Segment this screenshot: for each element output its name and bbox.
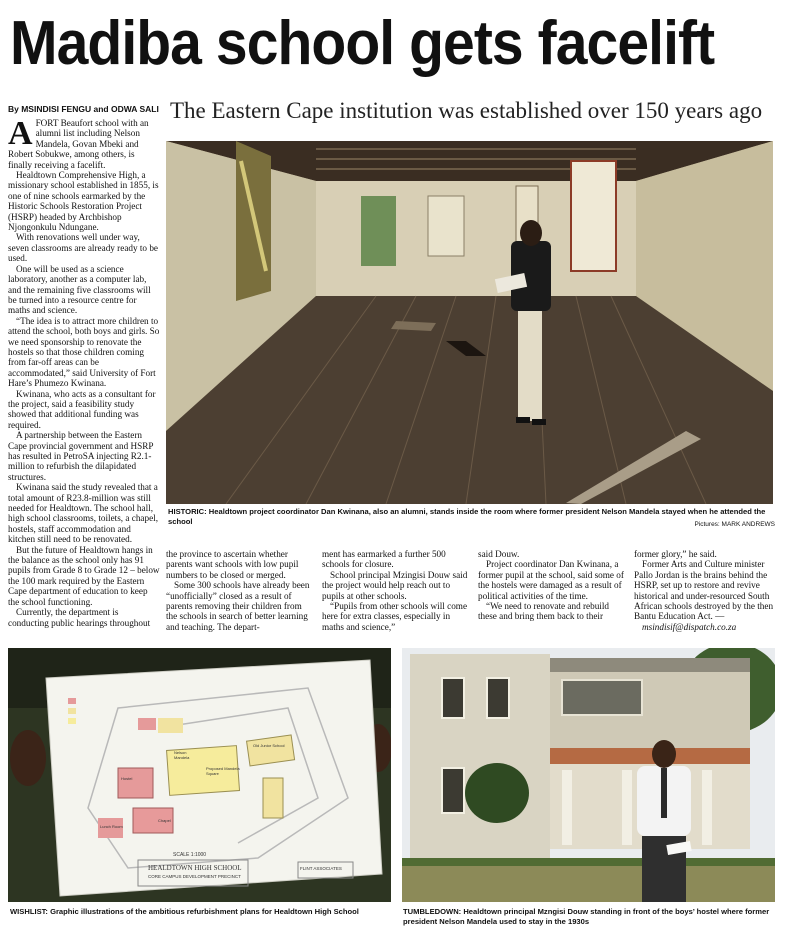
plan-label-lunch: Lunch Room (100, 824, 123, 829)
byline: By MSINDISI FENGU and ODWA SALI (8, 104, 159, 114)
article-paragraph: With renovations well under way, seven classrooms are already ready to be used. (8, 232, 158, 264)
article-paragraph: “The idea is to attract more children to attend the school, both boys and girls. So we need sponsorship to renovate the hostels so that those children coming from far-off areas can be accommodated,” said University of Fort Hare’s Phumezo Kwinana. (8, 315, 160, 389)
plan-label-mandela: Nelson Mandela (174, 750, 190, 760)
article-column-1 (8, 118, 160, 628)
article-paragraph: “We need to renovate and rebuild these and bring them back to their (478, 601, 609, 622)
article-paragraph: School principal Mzingisi Douw said the project would help reach out to pupils at other schools. (322, 569, 468, 601)
article-paragraph: Currently, the department is conducting public hearings throughout (8, 607, 151, 628)
article-paragraph: But the future of Healdtown hangs in the balance as the school only has 91 pupils from Grade 8 to Grade 12 – below the 100 mark required by the Eastern Cape department of education to keep the school functioning. (8, 544, 160, 607)
hostel-photo-tumbledown (402, 648, 775, 902)
drop-cap: A (8, 118, 33, 152)
plan-firm: FLINT ASSOCIATES (300, 866, 342, 871)
article-paragraph: the province to ascertain whether parents want schools with low pupil numbers to be closed or merged. (166, 549, 299, 580)
article-paragraph: Former Arts and Culture minister Pallo Jordan is the brains behind the HSRP, set up to restore and revive historical and under-resourced South African schools destroyed by the then Bantu Education Act. — (634, 559, 774, 622)
article-column-4 (478, 549, 626, 634)
plan-subtitle: CORE CAMPUS DEVELOPMENT PRECINCT (148, 874, 241, 879)
plan-scale: SCALE 1:1000 (173, 852, 207, 858)
article-paragraph: A partnership between the Eastern Cape provincial government and HSRP has resulted in PetroSA injecting R2.1-million to refurbish the dilapidated structures. (8, 430, 154, 482)
headline: Madiba school gets facelift (10, 9, 715, 78)
plan-title: HEALDTOWN HIGH SCHOOL (148, 864, 242, 872)
plan-photo-wishlist (8, 648, 391, 902)
photo-credit: Pictures: MARK ANDREWS (694, 521, 775, 528)
plan-label-junior: Old Junior School (253, 743, 285, 748)
article-column-3 (322, 549, 470, 634)
article-paragraph: One will be used as a science laboratory, another as a computer lab, and the remaining five classrooms will be turned into a resource centre for maths and science. (8, 263, 151, 316)
plan-label-hostel: Hostel (121, 776, 133, 781)
article-paragraph: Project coordinator Dan Kwinana, a former pupil at the school, said some of the hostels were damaged as a result of political activities of the time. (478, 559, 624, 601)
article-paragraph: said Douw. (478, 549, 520, 559)
article-paragraph: Kwinana, who acts as a consultant for the project, said a feasibility study showed that additional funding was required. (8, 388, 156, 430)
article-paragraph: former glory,” he said. (634, 549, 717, 559)
room-illustration (166, 141, 773, 504)
article-paragraph: ment has earmarked a further 500 schools for closure. (322, 549, 446, 570)
subheadline: The Eastern Cape institution was established over 150 years ago (170, 98, 763, 123)
column-1-paragraphs (8, 118, 160, 628)
article-column-5 (634, 549, 782, 634)
article-paragraph: msindisif@dispatch.co.za (642, 621, 737, 632)
main-photo-caption: HISTORIC: Healdtown project coordinator Dan Kwinana, also an alumni, stands inside the room where former president Nelson Mandela stayed when he attended the school (168, 507, 766, 526)
article-paragraph: Some 300 schools have already been “unofficially” closed as a result of parents removing their children from the schools in search of better learning and teaching. The depart- (166, 580, 310, 632)
article-paragraph: FORT Beaufort school with an alumni list including Nelson Mandela, Govan Mbeki and Robert Sobukwe, among others, is finally receiving a facelift. (8, 118, 149, 170)
plan-photo-caption: WISHLIST: Graphic illustrations of the ambitious refurbishment plans for Healdtown High School (10, 907, 359, 916)
article-paragraph: “Pupils from other schools will come here for extra classes, especially in maths and science,” (322, 601, 468, 632)
hostel-photo-caption: TUMBLEDOWN: Healdtown principal Mzngisi Douw standing in front of the boys’ hostel where former president Nelson Mandela used to stay in the 1930s (403, 907, 770, 926)
plan-label-square: Proposed Mandela Square (206, 766, 240, 776)
article-paragraph: Kwinana said the study revealed that a total amount of R23.8-million was still needed for Healdtown. The school hall, high school classrooms, toilets, a chapel, hostels, staff accommodation and kitchen still need to be renovated. (8, 482, 159, 545)
article-column-2 (166, 549, 314, 634)
main-photo-historic-room (166, 141, 773, 504)
plan-label-chapel: Chapel (158, 818, 171, 823)
article-paragraph: Healdtown Comprehensive High, a missionary school established in 1855, is one of nine schools earmarked by the Historic Schools Restoration Project (HSRP) headed by Archbishop Njongonkulu Ndungane. (8, 170, 159, 233)
hostel-illustration (402, 648, 775, 902)
